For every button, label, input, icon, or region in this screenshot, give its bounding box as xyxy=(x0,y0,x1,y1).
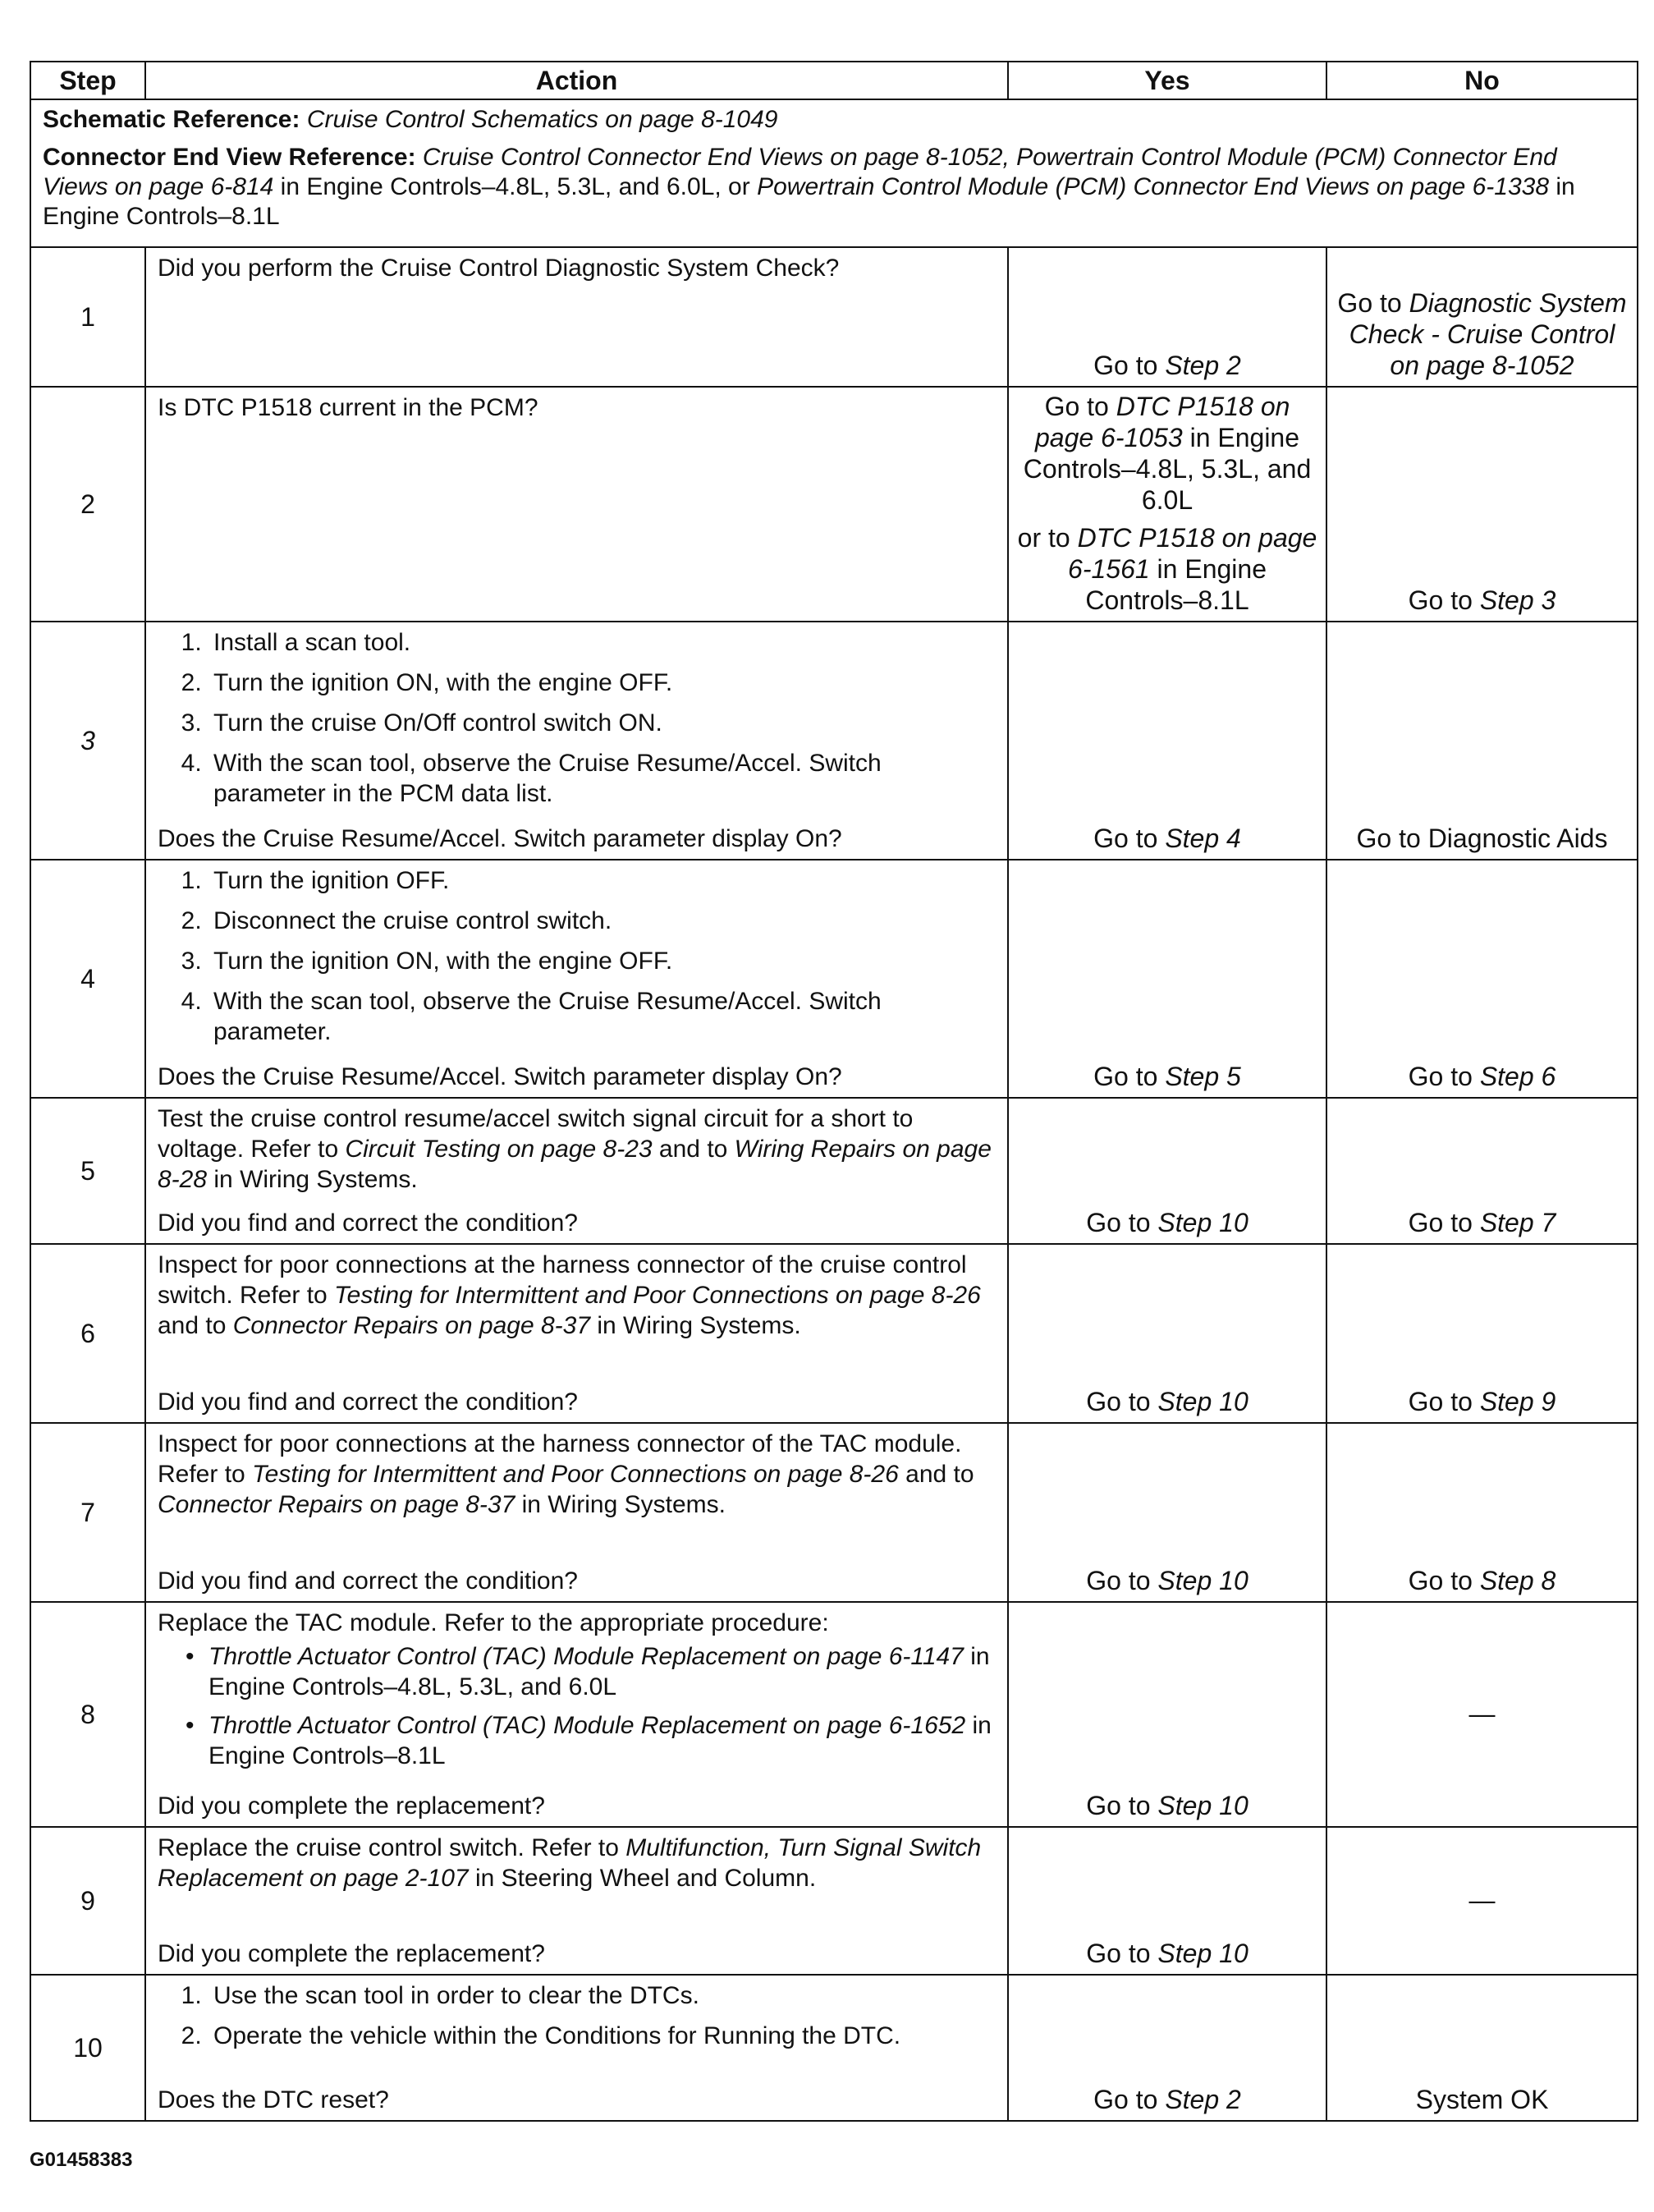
yes-text-suffix-2: in Engine Controls–8.1L xyxy=(1085,554,1267,615)
no-text: Go to xyxy=(1408,1062,1480,1091)
yes-step-link[interactable]: Step 10 xyxy=(1157,1566,1249,1595)
connector-reference-suffix: in Engine Controls–8.1L xyxy=(43,173,1575,230)
header-step: Step xyxy=(30,62,145,99)
yes-step-link[interactable]: Step 5 xyxy=(1165,1062,1241,1091)
table-row-step-6 xyxy=(30,1244,1638,1423)
step-action xyxy=(146,860,1007,1097)
step-instructions xyxy=(158,1980,997,2061)
yes-text-2: or to xyxy=(1017,523,1078,553)
bullet-icon: • xyxy=(186,1643,195,1670)
procedure-list xyxy=(158,1641,997,1779)
table-row-step-1 xyxy=(30,247,1638,387)
table-row-step-9 xyxy=(30,1827,1638,1975)
step-action xyxy=(146,1245,1007,1422)
connector-reference-link-2[interactable]: Powertrain Control Module (PCM) Connector End Views on page 6-1338 xyxy=(757,173,1550,200)
instruction-text: Test the cruise control resume/accel switch signal circuit for a short to voltage. Refer to xyxy=(158,1105,914,1163)
yes-text: Go to xyxy=(1086,1208,1158,1237)
step-action xyxy=(146,1099,1007,1243)
yes-answer[interactable] xyxy=(1009,1828,1326,1974)
yes-answer[interactable] xyxy=(1009,622,1326,859)
procedure-link[interactable]: Multifunction, Turn Signal Switch Replacement on page 2-107 xyxy=(158,1834,982,1892)
yes-step-link[interactable]: Step 10 xyxy=(1157,1208,1249,1237)
connector-reference-label: Connector End View Reference: xyxy=(43,144,416,171)
step-action xyxy=(146,1603,1007,1826)
step-action xyxy=(146,1828,1007,1974)
yes-answer[interactable] xyxy=(1009,248,1326,386)
yes-step-link[interactable]: Step 10 xyxy=(1157,1939,1249,1968)
yes-text: Go to xyxy=(1044,392,1116,421)
yes-answer[interactable] xyxy=(1009,1603,1326,1826)
step-action xyxy=(146,1424,1007,1601)
step-number: 9 xyxy=(30,1827,145,1975)
step-action xyxy=(146,622,1007,859)
yes-step-link[interactable]: Step 2 xyxy=(1165,2085,1241,2114)
instruction-text: and to xyxy=(158,1312,233,1339)
step-action xyxy=(146,1976,1007,2120)
step-question: Did you perform the Cruise Control Diagnostic System Check? xyxy=(158,255,840,282)
no-step-link[interactable]: Step 3 xyxy=(1479,585,1556,615)
step-question: Did you find and correct the condition? xyxy=(158,1388,578,1416)
diagnostic-table xyxy=(30,61,1638,2122)
yes-text: Go to xyxy=(1093,2085,1166,2114)
instruction-item: 4. With the scan tool, observe the Cruise Resume/Accel. Switch parameter. xyxy=(208,986,997,1047)
procedure-link[interactable]: Testing for Intermittent and Poor Connections on page 8-26 xyxy=(334,1282,981,1309)
no-answer[interactable] xyxy=(1327,1424,1637,1601)
schematic-reference-link[interactable]: Cruise Control Schematics on page 8-1049 xyxy=(306,106,778,133)
connector-reference-text: in Engine Controls–4.8L, 5.3L, and 6.0L, or xyxy=(273,173,758,200)
diagnostic-table-container xyxy=(30,61,1637,2122)
instruction-item: 2. Disconnect the cruise control switch. xyxy=(208,906,997,936)
instruction-text: in Engine Controls–4.8L, 5.3L, and 6.0L xyxy=(208,1643,990,1700)
instruction-text: Inspect for poor connections at the harness connector of the cruise control switch. Refer to xyxy=(158,1251,967,1309)
step-question: Did you complete the replacement? xyxy=(158,1940,545,1967)
list-item xyxy=(186,1641,997,1702)
yes-answer[interactable] xyxy=(1009,1099,1326,1243)
instruction-text: Replace the cruise control switch. Refer to xyxy=(158,1834,626,1861)
list-item xyxy=(186,1710,997,1771)
step-number: 4 xyxy=(30,860,145,1098)
step-number: 7 xyxy=(30,1423,145,1602)
no-text: Go to xyxy=(1408,585,1480,615)
table-row-step-5 xyxy=(30,1098,1638,1244)
step-number: 1 xyxy=(30,247,145,387)
no-answer[interactable] xyxy=(1327,388,1637,621)
no-step-link[interactable]: Step 6 xyxy=(1479,1062,1556,1091)
yes-step-link[interactable]: Step 2 xyxy=(1165,351,1241,380)
reference-block xyxy=(31,100,1637,246)
connector-reference-link-1[interactable]: Cruise Control Connector End Views on page 8-1052, Powertrain Control Module (PCM) Connector End Views on page 6-814 xyxy=(43,144,1557,200)
step-action xyxy=(146,248,1007,386)
no-answer[interactable] xyxy=(1327,1099,1637,1243)
instruction-item: 4. With the scan tool, observe the Cruise Resume/Accel. Switch parameter in the PCM data list. xyxy=(208,748,997,809)
no-step-link[interactable]: Step 9 xyxy=(1479,1387,1556,1416)
yes-answer[interactable] xyxy=(1009,1245,1326,1422)
step-number: 5 xyxy=(30,1098,145,1244)
yes-step-link[interactable]: Step 10 xyxy=(1157,1791,1249,1820)
step-question: Did you find and correct the condition? xyxy=(158,1209,578,1237)
yes-text-suffix: in Engine Controls–4.8L, 5.3L, and 6.0L xyxy=(1023,423,1312,515)
no-text: Go to Diagnostic Aids xyxy=(1356,824,1608,853)
step-instructions xyxy=(158,865,997,1057)
table-row-step-7 xyxy=(30,1423,1638,1602)
step-instruction xyxy=(158,1429,997,1520)
procedure-link[interactable]: Throttle Actuator Control (TAC) Module Replacement on page 6-1652 xyxy=(208,1712,966,1739)
step-action xyxy=(146,388,1007,621)
instruction-text: and to xyxy=(898,1461,974,1488)
yes-text: Go to xyxy=(1093,1062,1166,1091)
no-step-link[interactable]: Step 7 xyxy=(1479,1208,1556,1237)
no-answer[interactable] xyxy=(1327,622,1637,859)
instruction-text: Inspect for poor connections at the harness connector of the TAC module. Refer to xyxy=(158,1430,962,1488)
no-text: — xyxy=(1468,1885,1496,1915)
step-question: Is DTC P1518 current in the PCM? xyxy=(158,394,538,421)
table-row-step-10 xyxy=(30,1975,1638,2121)
step-instruction xyxy=(158,1833,997,1893)
step-instructions xyxy=(158,627,997,819)
instruction-item: 2. Operate the vehicle within the Conditions for Running the DTC. xyxy=(208,2021,997,2051)
yes-text: Go to xyxy=(1093,351,1166,380)
step-question: Does the Cruise Resume/Accel. Switch parameter display On? xyxy=(158,825,842,852)
instruction-text: in Wiring Systems. xyxy=(590,1312,801,1339)
no-step-link[interactable]: Diagnostic System Check - Cruise Control on page 8-1052 xyxy=(1349,288,1627,380)
yes-text: Go to xyxy=(1086,1939,1158,1968)
procedure-link[interactable]: Connector Repairs on page 8-37 xyxy=(232,1312,591,1339)
schematic-reference-label: Schematic Reference: xyxy=(43,106,300,133)
header-yes: Yes xyxy=(1008,62,1326,99)
table-row-step-2 xyxy=(30,387,1638,622)
header-row xyxy=(30,62,1638,99)
instruction-text: in Wiring Systems. xyxy=(515,1491,726,1518)
no-text: Go to xyxy=(1408,1387,1480,1416)
no-text: Go to xyxy=(1337,288,1409,318)
no-text: Go to xyxy=(1408,1566,1480,1595)
yes-answer[interactable] xyxy=(1009,1976,1326,2120)
yes-answer[interactable] xyxy=(1009,388,1326,621)
procedure-link[interactable]: Testing for Intermittent and Poor Connections on page 8-26 xyxy=(252,1461,899,1488)
header-action: Action xyxy=(145,62,1008,99)
yes-text: Go to xyxy=(1086,1387,1158,1416)
instruction-text: in Engine Controls–8.1L xyxy=(208,1712,992,1769)
yes-dtc-link-2[interactable]: DTC P1518 on page 6-1561 xyxy=(1068,523,1317,584)
no-step-link[interactable]: Step 8 xyxy=(1479,1566,1556,1595)
yes-text: Go to xyxy=(1086,1791,1158,1820)
procedure-link[interactable]: Circuit Testing on page 8-23 xyxy=(345,1136,653,1163)
table-row-step-8 xyxy=(30,1602,1638,1827)
yes-answer[interactable] xyxy=(1009,860,1326,1097)
step-instruction: Replace the TAC module. Refer to the appropriate procedure: xyxy=(158,1609,829,1636)
yes-step-link[interactable]: Step 4 xyxy=(1165,824,1241,853)
step-question: Does the DTC reset? xyxy=(158,2086,389,2113)
no-answer[interactable] xyxy=(1327,1245,1637,1422)
header-no: No xyxy=(1326,62,1638,99)
instruction-text: and to xyxy=(652,1136,735,1163)
procedure-link[interactable]: Throttle Actuator Control (TAC) Module Replacement on page 6-1147 xyxy=(208,1643,964,1670)
yes-answer[interactable] xyxy=(1009,1424,1326,1601)
yes-text: Go to xyxy=(1093,824,1166,853)
step-question: Did you find and correct the condition? xyxy=(158,1567,578,1595)
step-question: Did you complete the replacement? xyxy=(158,1792,545,1820)
step-number: 10 xyxy=(30,1975,145,2121)
step-instruction xyxy=(158,1250,997,1341)
no-answer[interactable] xyxy=(1327,860,1637,1097)
no-text: System OK xyxy=(1415,2085,1549,2114)
instruction-item: 1. Install a scan tool. xyxy=(208,627,997,658)
reference-row xyxy=(30,99,1638,247)
table-row-step-4 xyxy=(30,860,1638,1098)
step-question: Does the Cruise Resume/Accel. Switch parameter display On? xyxy=(158,1063,842,1090)
step-number: 6 xyxy=(30,1244,145,1423)
no-text: Go to xyxy=(1408,1208,1480,1237)
instruction-item: 3. Turn the cruise On/Off control switch ON. xyxy=(208,708,997,738)
yes-step-link[interactable]: Step 10 xyxy=(1157,1387,1249,1416)
instruction-item: 3. Turn the ignition ON, with the engine OFF. xyxy=(208,946,997,976)
yes-dtc-link-1[interactable]: DTC P1518 on page 6-1053 xyxy=(1034,392,1290,452)
procedure-link[interactable]: Wiring Repairs on page 8-28 xyxy=(158,1136,992,1193)
instruction-text: in Steering Wheel and Column. xyxy=(468,1865,817,1892)
no-text: — xyxy=(1468,1699,1496,1728)
step-instruction xyxy=(158,1104,997,1195)
instruction-item: 1. Use the scan tool in order to clear the DTCs. xyxy=(208,1980,997,2011)
no-answer[interactable] xyxy=(1327,248,1637,386)
table-row-step-3 xyxy=(30,622,1638,860)
bullet-icon: • xyxy=(186,1712,195,1739)
yes-text: Go to xyxy=(1086,1566,1158,1595)
instruction-item: 2. Turn the ignition ON, with the engine OFF. xyxy=(208,668,997,698)
instruction-text: in Wiring Systems. xyxy=(207,1166,418,1193)
step-number: 8 xyxy=(30,1602,145,1827)
no-answer xyxy=(1327,1976,1637,2120)
step-number: 2 xyxy=(30,387,145,622)
instruction-item: 1. Turn the ignition OFF. xyxy=(208,865,997,896)
figure-id: G01458383 xyxy=(30,2149,133,2171)
step-number: 3 xyxy=(30,622,145,860)
no-answer xyxy=(1327,1828,1637,1974)
procedure-link[interactable]: Connector Repairs on page 8-37 xyxy=(158,1491,515,1518)
no-answer xyxy=(1327,1603,1637,1826)
